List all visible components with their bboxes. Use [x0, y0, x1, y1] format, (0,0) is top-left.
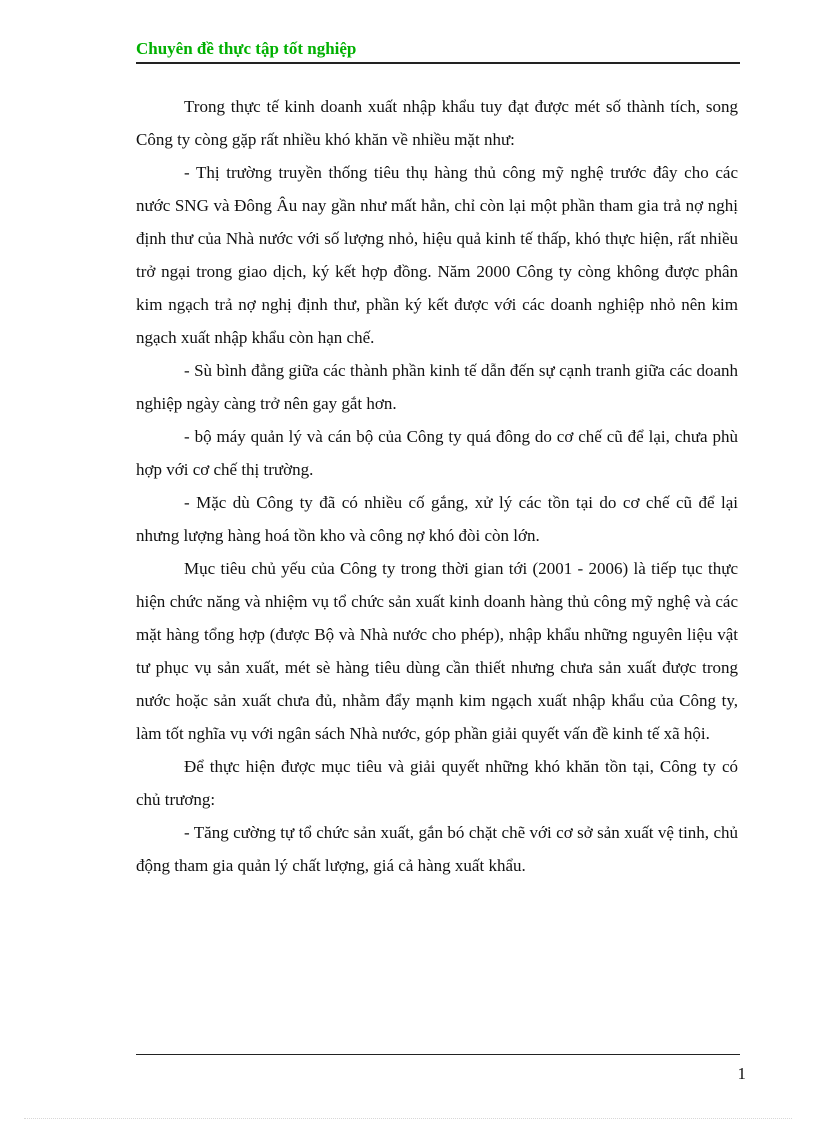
document-body: [136, 90, 738, 882]
page-number: 1: [737, 1064, 746, 1083]
page-header: [136, 38, 740, 64]
paragraph: - Sù bình đẳng giữa các thành phần kinh tế dẫn đến sự cạnh tranh giữa các doanh nghiệp ngày càng trở nên gay gắt hơn.: [136, 361, 738, 413]
paragraph: - Thị trường truyền thống tiêu thụ hàng thủ công mỹ nghệ trước đây cho các nước SNG và Đông Âu nay gần như mất hẳn, chỉ còn lại một phần tham gia trả nợ nghị định thư của Nhà nước với số lượng nhỏ, hiệu quả kinh tế thấp, khó thực hiện, rất nhiều trở ngại trong giao dịch, ký kết hợp đồng. Năm 2000 Công ty còng không được phân kim ngạch trả nợ nghị định thư, phần ký kết được với các doanh nghiệp nhỏ nên kim ngạch xuất nhập khẩu còn hạn chế.: [136, 163, 738, 347]
header-title: Chuyên đề thực tập tốt nghiệp: [136, 39, 357, 58]
paragraph: Trong thực tế kinh doanh xuất nhập khẩu tuy đạt được mét số thành tích, song Công ty còng gặp rất nhiều khó khăn về nhiều mặt như:: [136, 97, 738, 149]
paragraph: - bộ máy quản lý và cán bộ của Công ty quá đông do cơ chế cũ để lại, chưa phù hợp với cơ chế thị trường.: [136, 427, 738, 479]
paragraph: - Mặc dù Công ty đã có nhiều cố gắng, xử lý các tồn tại do cơ chế cũ để lại nhưng lượng hàng hoá tồn kho và công nợ khó đòi còn lớn.: [136, 493, 738, 545]
footer-divider: [136, 1054, 740, 1055]
paragraph: - Tăng cường tự tổ chức sản xuất, gắn bó chặt chẽ với cơ sở sản xuất vệ tinh, chủ động tham gia quản lý chất lượng, giá cả hàng xuất khẩu.: [136, 823, 738, 875]
page-bottom-border: [24, 1118, 792, 1119]
paragraph: Để thực hiện được mục tiêu và giải quyết những khó khăn tồn tại, Công ty có chủ trương:: [136, 757, 738, 809]
paragraph: Mục tiêu chủ yếu của Công ty trong thời gian tới (2001 - 2006) là tiếp tục thực hiện chức năng và nhiệm vụ tổ chức sản xuất kinh doanh hàng thủ công mỹ nghệ và các mặt hàng tổng hợp (được Bộ và Nhà nước cho phép), nhập khẩu những nguyên liệu vật tư phục vụ sản xuất, mét sè hàng tiêu dùng cần thiết nhưng chưa sản xuất được trong nước hoặc sản xuất chưa đủ, nhằm đẩy mạnh kim ngạch xuất nhập khẩu của Công ty, làm tốt nghĩa vụ với ngân sách Nhà nước, góp phần giải quyết vấn đề kinh tế xã hội.: [136, 559, 738, 743]
